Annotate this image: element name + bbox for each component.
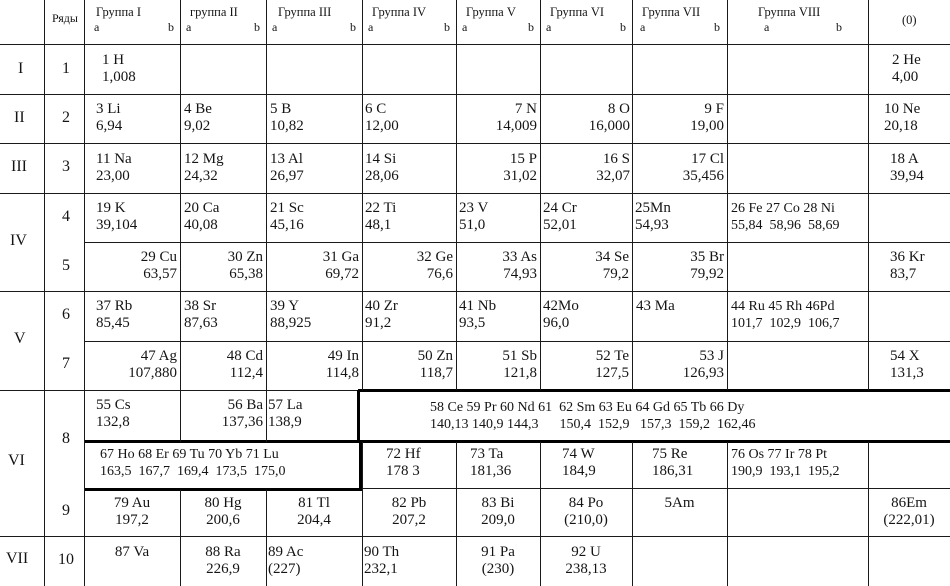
header-sub-b: b — [350, 20, 356, 34]
period-label: IV — [10, 232, 27, 249]
grid-line — [84, 242, 950, 243]
element-cell: 1 H 1,008 — [102, 52, 136, 85]
grid-line — [0, 143, 950, 144]
row-number: 6 — [62, 306, 70, 323]
element-cell: 38 Sr 87,63 — [184, 298, 218, 331]
element-cell: 40 Zr 91,2 — [365, 298, 398, 331]
element-cell: 39 Y 88,925 — [270, 298, 312, 331]
element-cell: 83 Bi 209,0 — [481, 495, 515, 528]
element-cell: 76 Os 77 Ir 78 Pt 190,9 193,1 195,2 — [731, 447, 840, 479]
grid-line — [0, 536, 950, 537]
element-cell: 89 Ac (227) — [268, 544, 304, 577]
row-number: 5 — [62, 257, 70, 274]
header-sub-b: b — [714, 20, 720, 34]
element-cell: 42Mo 96,0 — [543, 298, 579, 331]
period-label: III — [11, 158, 27, 175]
grid-line — [362, 0, 363, 390]
element-cell: 81 Tl 204,4 — [297, 495, 331, 528]
row-number: 8 — [62, 430, 70, 447]
element-cell: 87 Va — [114, 544, 150, 560]
element-cell: 90 Th 232,1 — [364, 544, 400, 577]
header-sub-a: a — [186, 20, 192, 34]
grid-line — [44, 0, 45, 586]
element-cell: 51 Sb 121,8 — [502, 348, 537, 381]
element-cell: 6 C 12,00 — [365, 101, 399, 134]
element-cell: 37 Rb 85,45 — [96, 298, 133, 331]
grid-line — [0, 94, 950, 95]
header-group-3: Группа III — [278, 5, 332, 19]
element-cell: 32 Ge 76,6 — [416, 249, 453, 282]
header-sub-b: b — [254, 20, 260, 34]
grid-line — [84, 341, 950, 342]
element-cell: 19 K 39,104 — [96, 200, 138, 233]
element-cell: 26 Fe 27 Co 28 Ni 55,84 58,96 58,69 — [731, 201, 840, 233]
element-cell: 30 Zn 65,38 — [227, 249, 263, 282]
element-cell: 17 Cl 35,456 — [682, 151, 724, 184]
header-group-1: Группа I — [96, 5, 141, 19]
element-cell: 56 Ba 137,36 — [221, 397, 263, 430]
header-sub-a: a — [764, 20, 770, 34]
row-number: 7 — [62, 355, 70, 372]
header-sub-a: a — [368, 20, 374, 34]
header-sub-a: a — [462, 20, 468, 34]
header-sub-a: a — [272, 20, 278, 34]
header-group-4: Группа IV — [372, 5, 427, 19]
grid-line — [727, 0, 728, 390]
element-cell: 14 Si 28,06 — [365, 151, 399, 184]
header-sub-b: b — [836, 20, 842, 34]
grid-line — [632, 0, 633, 390]
element-cell: 18 A 39,94 — [890, 151, 924, 184]
grid-line — [0, 193, 950, 194]
element-cell: 9 F 19,00 — [690, 101, 724, 134]
element-cell: 73 Ta 181,36 — [470, 446, 512, 479]
element-cell: 47 Ag 107,880 — [128, 348, 177, 381]
rare-earth-cell: 58 Ce 59 Pr 60 Nd 61 62 Sm 63 Eu 64 Gd 65 Tb 66 Dy 140,13 140,9 144,3 150,4 152,9 157,3 159,2 162,46 — [430, 400, 756, 432]
header-group-6: Группа VI — [550, 5, 605, 19]
header-sub-a: a — [640, 20, 646, 34]
element-cell: 92 U 238,13 — [565, 544, 607, 577]
element-cell: 4 Be 9,02 — [184, 101, 212, 134]
period-label: V — [14, 330, 26, 347]
element-cell: 31 Ga 69,72 — [322, 249, 359, 282]
row-number: 4 — [62, 208, 70, 225]
element-cell: 55 Cs 132,8 — [96, 397, 131, 430]
header-group-0: (0) — [902, 13, 917, 27]
header-rows: Ряды — [52, 11, 78, 25]
element-cell: 13 Al 26,97 — [270, 151, 304, 184]
header-group-8: Группа VIII — [758, 5, 821, 19]
element-cell: 29 Cu 63,57 — [140, 249, 177, 282]
header-sub-a: a — [94, 20, 100, 34]
element-cell: 23 V 51,0 — [459, 200, 489, 233]
rare-earth-border — [357, 390, 360, 442]
element-cell: 8 O 16,000 — [588, 101, 630, 134]
rare-earth-cell: 67 Ho 68 Er 69 Tu 70 Yb 71 Lu 163,5 167,7 169,4 173,5 175,0 — [100, 447, 286, 479]
element-cell: 91 Pa (230) — [481, 544, 515, 577]
grid-line — [632, 442, 633, 586]
header-sub-b: b — [528, 20, 534, 34]
element-cell: 5Am — [664, 495, 695, 511]
grid-line — [540, 0, 541, 390]
element-cell: 3 Li 6,94 — [96, 101, 123, 134]
header-sub-b: b — [444, 20, 450, 34]
element-cell: 50 Zn 118,7 — [417, 348, 453, 381]
header-group-7: Группа VII — [642, 5, 701, 19]
grid-line — [0, 44, 950, 45]
element-cell: 35 Br 79,92 — [690, 249, 724, 282]
grid-line — [727, 442, 728, 586]
element-cell: 41 Nb 93,5 — [459, 298, 497, 331]
grid-line — [868, 0, 869, 390]
element-cell: 79 Au 197,2 — [113, 495, 151, 528]
row-number: 1 — [62, 60, 70, 77]
element-cell: 88 Ra 226,9 — [205, 544, 241, 577]
element-cell: 75 Re 186,31 — [652, 446, 694, 479]
element-cell: 25Mn 54,93 — [635, 200, 671, 233]
element-cell: 22 Ti 48,1 — [365, 200, 397, 233]
rare-earth-border — [84, 440, 950, 443]
header-group-2: группа II — [190, 5, 238, 19]
element-cell: 84 Po (210,0) — [564, 495, 608, 528]
element-cell: 2 He 4,00 — [892, 52, 921, 85]
element-cell: 48 Cd 112,4 — [226, 348, 263, 381]
period-label: VI — [8, 452, 25, 469]
element-cell: 10 Ne 20,18 — [884, 101, 921, 134]
row-number: 3 — [62, 158, 70, 175]
element-cell: 80 Hg 200,6 — [204, 495, 242, 528]
row-number: 2 — [62, 109, 70, 126]
element-cell: 33 As 74,93 — [502, 249, 537, 282]
grid-line — [456, 0, 457, 390]
period-label: I — [18, 60, 24, 77]
element-cell: 53 J 126,93 — [682, 348, 724, 381]
element-cell: 5 B 10,82 — [270, 101, 304, 134]
element-cell: 44 Ru 45 Rh 46Pd 101,7 102,9 106,7 — [731, 299, 840, 331]
row-number: 9 — [62, 502, 70, 519]
element-cell: 72 Hf 178 3 — [386, 446, 421, 479]
element-cell: 74 W 184,9 — [562, 446, 596, 479]
element-cell: 57 La 138,9 — [268, 397, 303, 430]
element-cell: 21 Sc 45,16 — [270, 200, 304, 233]
element-cell: 82 Pb 207,2 — [391, 495, 427, 528]
rare-earth-border — [84, 488, 362, 491]
header-group-5: Группа V — [466, 5, 516, 19]
element-cell: 34 Se 79,2 — [595, 249, 629, 282]
header-sub-b: b — [168, 20, 174, 34]
element-cell: 49 In 114,8 — [325, 348, 359, 381]
element-cell: 7 N 14,009 — [495, 101, 537, 134]
period-label: II — [14, 109, 25, 126]
element-cell: 52 Te 127,5 — [595, 348, 629, 381]
element-cell: 11 Na 23,00 — [96, 151, 132, 184]
period-label: VII — [6, 550, 29, 567]
grid-line — [0, 291, 950, 292]
element-cell: 15 P 31,02 — [503, 151, 537, 184]
element-cell: 36 Kr 83,7 — [890, 249, 925, 282]
element-cell: 54 X 131,3 — [890, 348, 924, 381]
header-sub-b: b — [620, 20, 626, 34]
element-cell: 12 Mg 24,32 — [184, 151, 224, 184]
element-cell: 20 Ca 40,08 — [184, 200, 220, 233]
element-cell: 86Em (222,01) — [883, 495, 935, 528]
header-sub-a: a — [546, 20, 552, 34]
element-cell: 24 Cr 52,01 — [543, 200, 577, 233]
row-number: 10 — [58, 551, 74, 568]
element-cell: 43 Ma — [636, 298, 675, 314]
rare-earth-border — [358, 389, 950, 392]
element-cell: 16 S 32,07 — [596, 151, 630, 184]
